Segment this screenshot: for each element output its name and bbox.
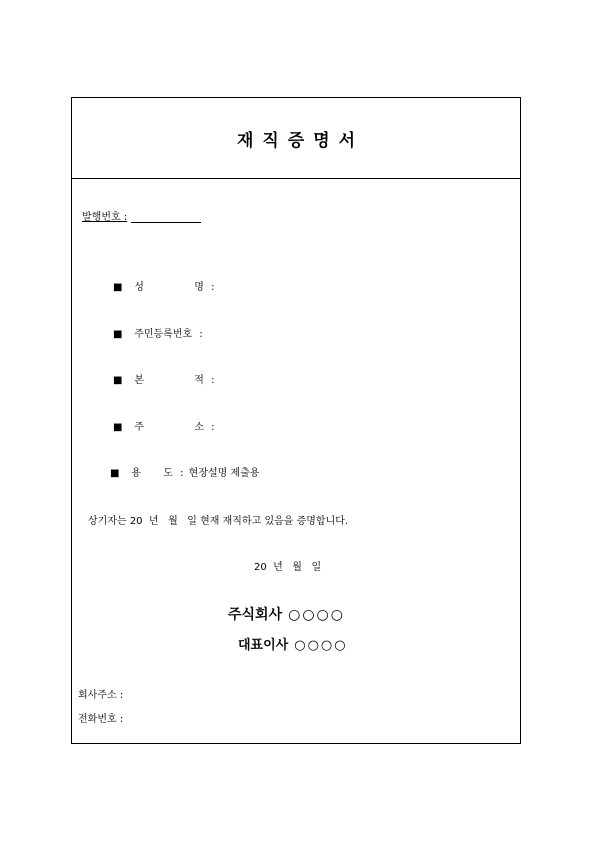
company-name-placeholder: ○○○○	[288, 607, 345, 623]
phone-number: 전화번호 :	[78, 714, 124, 725]
field-resident-number-colon: :	[199, 329, 203, 340]
title-row	[72, 98, 520, 179]
field-purpose-label-a: 용	[131, 468, 141, 479]
field-address-label-a: 주	[134, 422, 144, 433]
field-resident-number-row	[113, 325, 203, 340]
field-purpose-colon: :	[180, 468, 184, 479]
issue-number	[82, 208, 201, 223]
bullet-icon: ■	[113, 375, 123, 386]
bullet-icon: ■	[113, 422, 123, 433]
representative	[238, 634, 348, 653]
company-name	[228, 604, 345, 624]
field-name-label-a: 성	[134, 282, 144, 293]
bullet-icon: ■	[113, 282, 123, 293]
representative-label: 대표이사	[238, 638, 289, 653]
field-domicile-row	[113, 371, 214, 386]
field-address-label-b: 소	[194, 422, 204, 433]
company-name-label: 주식회사	[228, 607, 283, 623]
field-name-label-b: 명	[194, 282, 204, 293]
field-name-row	[113, 278, 214, 293]
field-purpose-value: 현장설명 제출용	[188, 468, 260, 479]
document-title: 재직증명서	[236, 130, 365, 151]
issue-date: 20 년 월 일	[254, 562, 322, 573]
field-domicile-colon: :	[211, 375, 215, 386]
field-address-colon: :	[211, 422, 215, 433]
field-resident-number-label: 주민등록번호	[134, 329, 193, 340]
issue-number-label: 발행번호 :	[82, 212, 128, 223]
certification-statement: 상기자는 20 년 월 일 현재 재직하고 있음을 증명합니다.	[88, 516, 349, 527]
issue-number-line	[131, 212, 201, 223]
field-domicile-label-b: 적	[194, 375, 204, 386]
field-domicile-label-a: 본	[134, 375, 144, 386]
field-purpose-row	[110, 464, 259, 479]
company-address: 회사주소 :	[78, 690, 124, 701]
field-address-row	[113, 418, 214, 433]
representative-placeholder: ○○○○	[294, 638, 348, 653]
certificate-frame	[71, 97, 521, 744]
field-purpose-label-b: 도	[163, 468, 173, 479]
bullet-icon: ■	[113, 329, 123, 340]
field-name-colon: :	[211, 282, 215, 293]
bullet-icon: ■	[110, 468, 120, 479]
